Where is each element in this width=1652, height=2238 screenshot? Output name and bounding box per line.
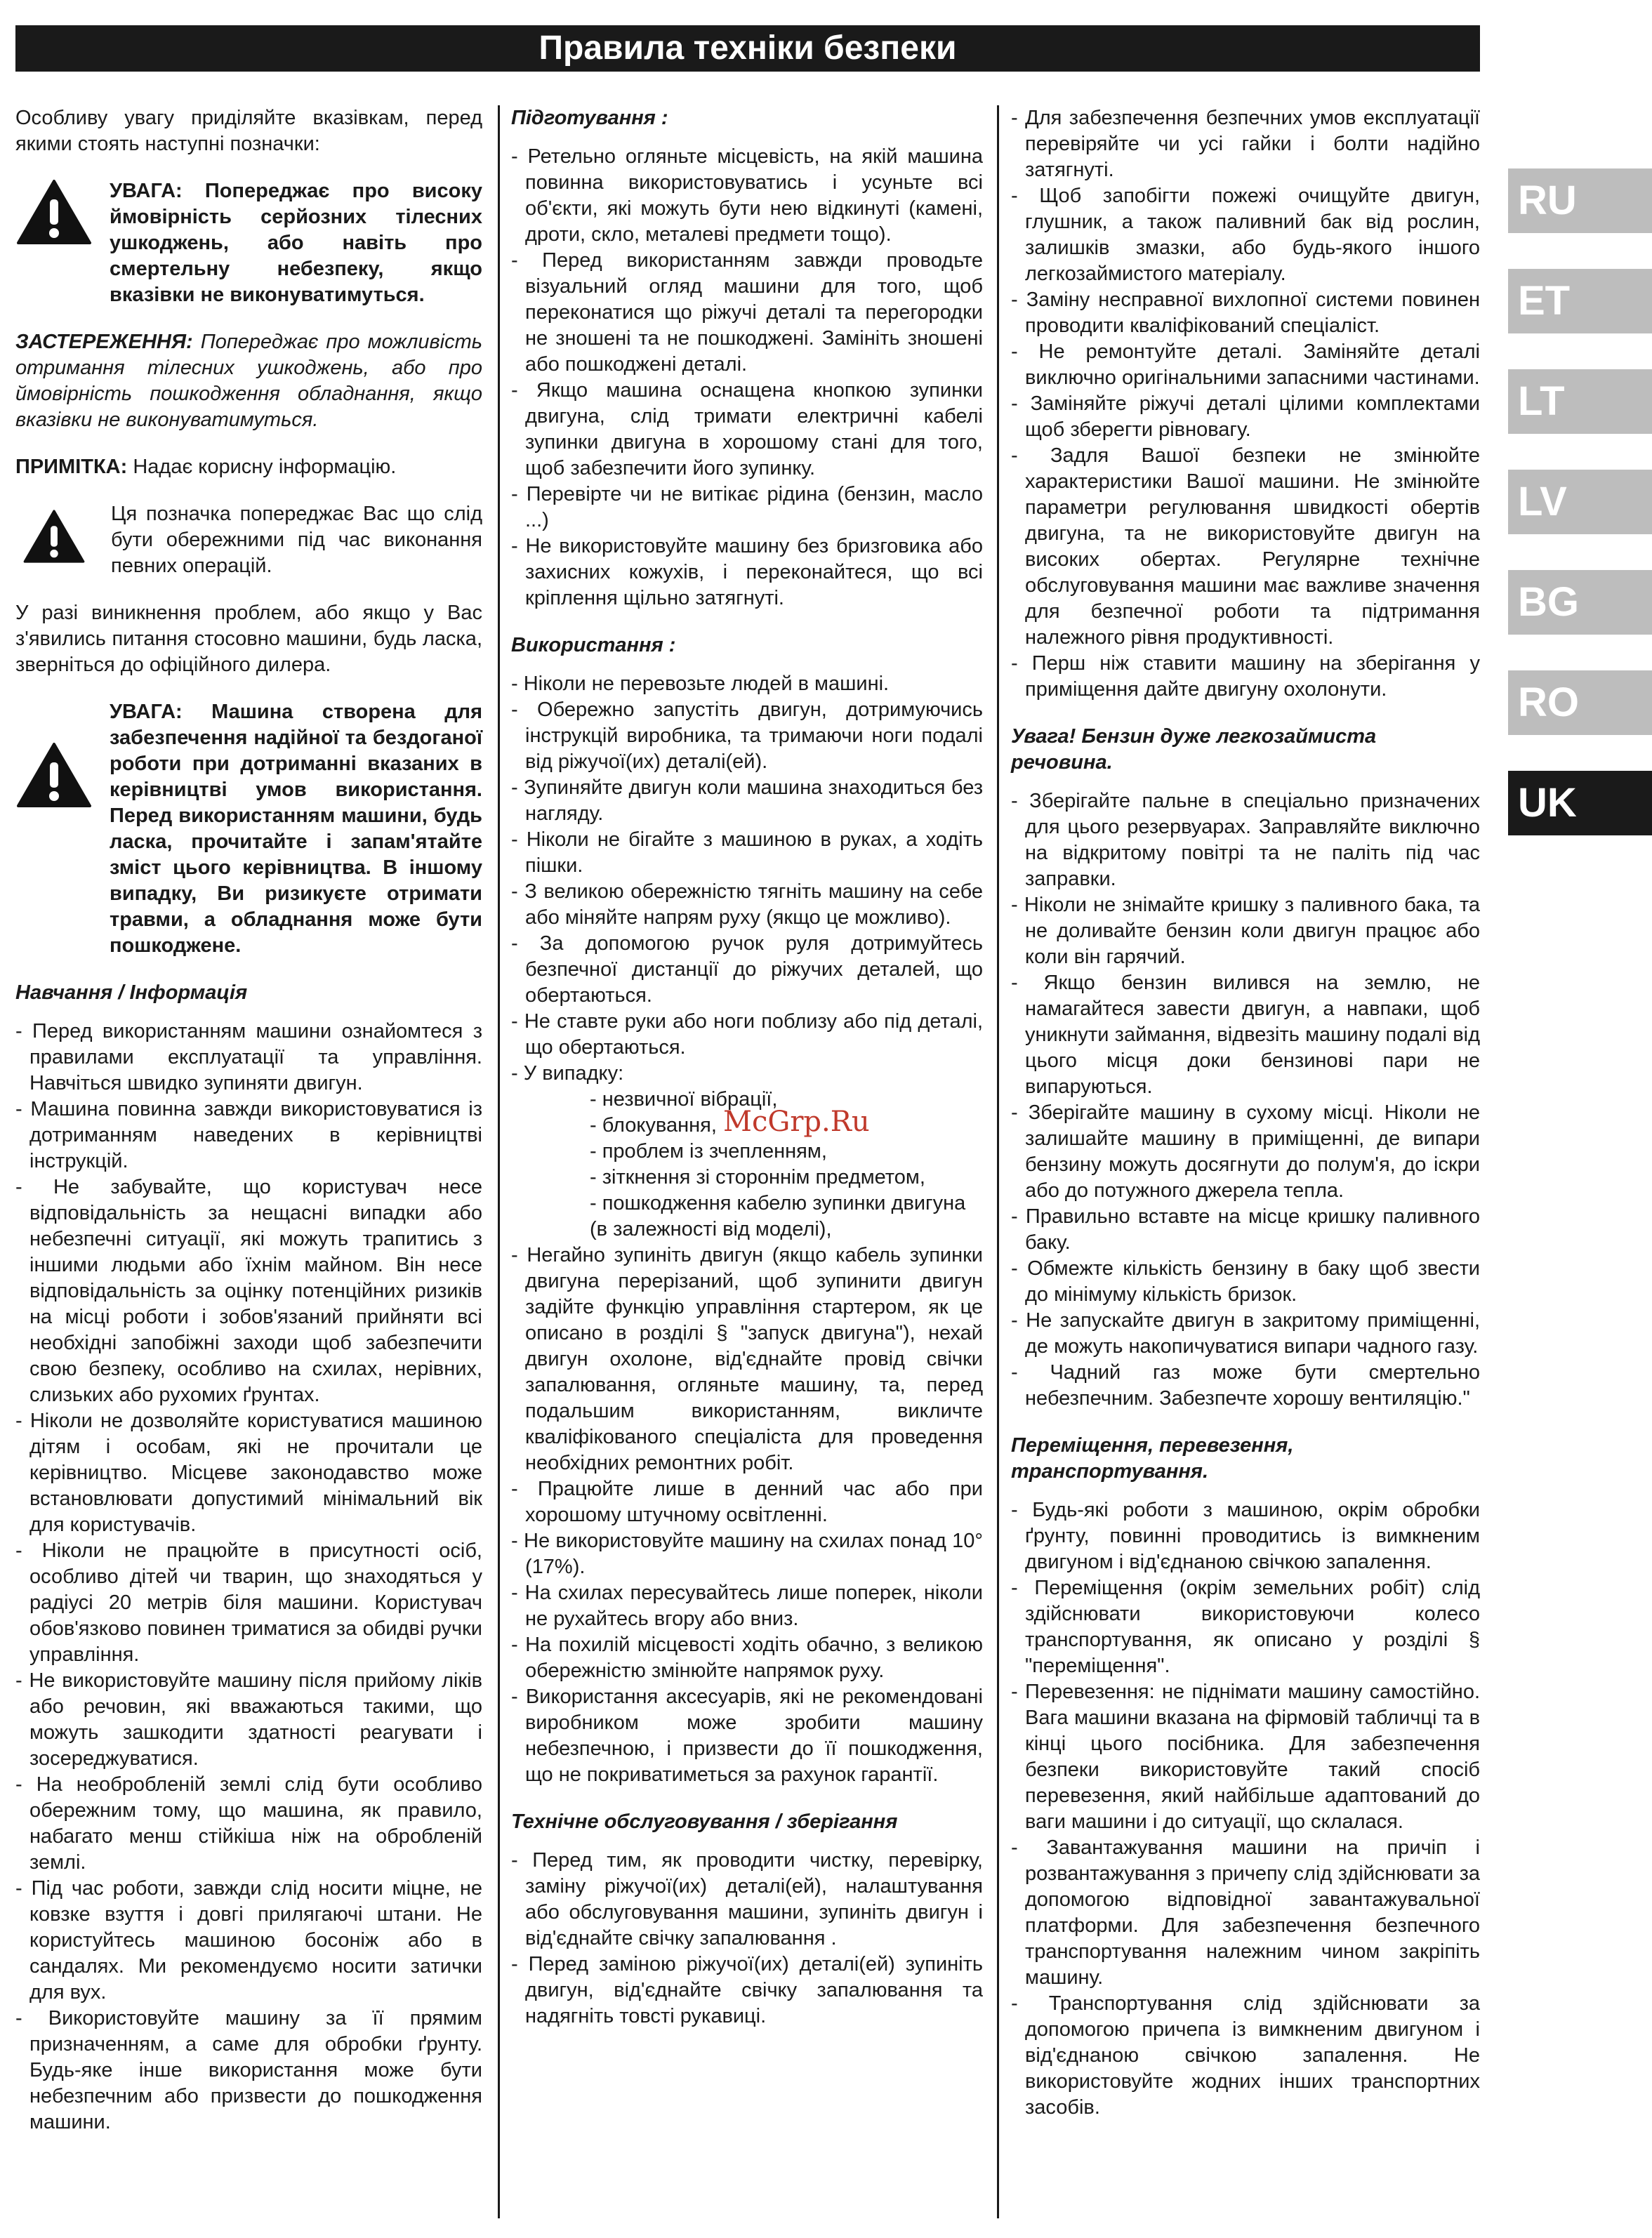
maintenance-item: - Перед тим, як проводити чистку, перевірку, заміну ріжучої(их) деталі(ей), налаштування або обслуговування машини, зупиніть двигун і від'єднайте свічку запалювання . <box>511 1849 983 1949</box>
training-item: - Під час роботи, завжди слід носити міцне, не ковзке взуття і довгі прилягаючі штани. Не користуйтесь машиною босоніж або в сандалях. Ми рекомендуємо носити затички для вух. <box>15 1877 482 2004</box>
language-tabs <box>1508 168 1652 871</box>
watermark: McGrp.Ru <box>723 1106 870 1138</box>
preparation-item: - Перевірте чи не витікає рідина (бензин, масло ...) <box>511 483 983 531</box>
training-item: - Не використовуйте машину після прийому ліків або речовин, які вважаються такими, що можуть зашкодити здатності реагувати і зосереджуватися. <box>15 1669 482 1770</box>
training-item: - Ніколи не дозволяйте користуватися машиною дітям і особам, які не прочитали це керівництво. Місцеве законодавство може встановлювати допустимий мінімальний вік для користувачів. <box>15 1410 482 1536</box>
warning-triangle-icon <box>22 508 86 564</box>
fuel-item: - Ніколи не знімайте кришку з паливного бака, та не доливайте бензин коли двигун працює або коли він гарячий. <box>1011 894 1480 968</box>
language-tab-et[interactable]: ET <box>1508 269 1652 333</box>
preparation-item: - Ретельно огляньте місцевість, на якій машина повинна використовуватись і усуньте всі об'єкти, які можуть бути нею відкинуті (камені, дроти, скло, металеві предмети тощо). <box>511 145 983 246</box>
maintenance-item: - Не ремонтуйте деталі. Заміняйте деталі виключно оригінальними запасними частинами. <box>1011 340 1480 389</box>
training-heading: Навчання / Інформація <box>15 981 248 1004</box>
use-item: - Працюйте лише в денний час або при хорошому штучному освітленні. <box>511 1478 983 1526</box>
caution-paragraph <box>15 329 482 433</box>
language-tab-ru[interactable]: RU <box>1508 168 1652 233</box>
problems-text: У разі виникнення проблем, або якщо у Вас з'явились питання стосовно машини, будь ласка, зверніться до офіційного дилера. <box>15 602 482 676</box>
transport-heading: Переміщення, перевезення, транспортування. <box>1011 1434 1294 1483</box>
language-tab-lt[interactable]: LT <box>1508 369 1652 434</box>
sign-text: Ця позначка попереджає Вас що слід бути обережними під час виконання певних операцій. <box>111 503 482 577</box>
preparation-item: - Якщо машина оснащена кнопкою зупинки двигуна, слід тримати електричні кабелі зупинки двигуна в хорошому стані для того, щоб забезпечити його зупинку. <box>511 379 983 479</box>
column-1 <box>15 105 482 2136</box>
case-item: - незвичної вібрації, <box>590 1088 778 1111</box>
warning-text-2: УВАГА: Машина створена для забезпечення надійної та бездоганої роботи при дотриманні вказаних в керівництві умов використання. Перед використанням машини, будь ласка, прочитайте і запам'ятайте зміст цього керівництва. В іншому випадку, Ви ризикуєте отримати травми, а обладнання може бути пошкоджене. <box>110 701 482 957</box>
maintenance-item: - Заміну несправної вихлопної системи повинен проводити кваліфікований спеціаліст. <box>1011 289 1480 337</box>
warning-text-1: УВАГА: Попереджає про високу ймовірність серйозних тілесних ушкоджень, або навіть про смертельну небезпеку, якщо вказівки не виконуватимуться. <box>110 180 482 306</box>
use-item: - Негайно зупиніть двигун (якщо кабель зупинки двигуна перерізаний, щоб зупинити двигун задійте функцію управління стартером, як це описано в розділі § "запуск двигуна"), нехай двигун охолоне, від'єднайте провід свічки запалювання, огляньте машину, та, перед подальшим використанням, викличте кваліфікованого спеціаліста для проведення необхідних ремонтних робіт. <box>511 1244 983 1474</box>
note-paragraph <box>15 454 482 480</box>
use-item: - Не використовуйте машину на схилах понад 10° (17%). <box>511 1530 983 1578</box>
fuel-item: - Не запускайте двигун в закритому приміщенні, де можуть накопичуватися випари чадного газу. <box>1011 1309 1480 1358</box>
use-item: - Обережно запустіть двигун, дотримуючись інструкцій виробника, та тримаючи ноги подалі від ріжучої(их) деталі(ей). <box>511 698 983 773</box>
transport-item: - Переміщення (окрім земельних робіт) слід здійснювати використовуючи колесо транспортування, як описано у розділі § "переміщення". <box>1011 1577 1480 1677</box>
preparation-item: - Перед використанням завжди проводьте візуальний огляд машини для того, щоб переконатися що ріжучі деталі та перегородки не зношені та не пошкоджені. Замініть зношені або пошкоджені деталі. <box>511 249 983 376</box>
use-item: - Ніколи не бігайте з машиною в руках, а ходіть пішки. <box>511 828 983 877</box>
warning-triangle-icon <box>15 178 93 246</box>
maintenance-item: - Перш ніж ставити машину на зберігання у приміщення дайте двигуну охолонути. <box>1011 652 1480 701</box>
preparation-heading: Підготування : <box>511 107 668 129</box>
caution-text: Попереджає про можливість отримання тілесних ушкоджень, або про ймовірність пошкодження обладнання, якщо вказівки не виконуватимуться. <box>15 331 482 431</box>
training-item: - Перед використанням машини ознайомтеся з правилами експлуатації та управління. Навчіться швидко зупиняти двигун. <box>15 1020 482 1094</box>
use-item: - На похилій місцевості ходіть обачно, з великою обережністю змінюйте напрямок руху. <box>511 1634 983 1682</box>
language-tab-bg[interactable]: BG <box>1508 570 1652 635</box>
maintenance-item: - Для забезпечення безпечних умов експлуатації перевіряйте чи усі гайки і болти надійно затягнуті. <box>1011 107 1480 181</box>
maintenance-heading: Технічне обслуговування / зберігання <box>511 1810 898 1833</box>
fuel-heading: Увага! Бензин дуже легкозаймиста речовина. <box>1011 725 1377 774</box>
column-divider-1 <box>498 105 500 2218</box>
case-item: - зіткнення зі стороннім предметом, <box>590 1166 925 1188</box>
language-tab-lv[interactable]: LV <box>1508 470 1652 534</box>
use-item: - На схилах пересувайтесь лише поперек, ніколи не рухайтесь вгору або вниз. <box>511 1582 983 1630</box>
training-item: - Не забувайте, що користувач несе відповідальність за нещасні випадки або небезпечні ситуації, які можуть трапитись з іншими людьми або їхнім майном. Він несе відповідальність за оцінку потенційних ризиків на місці роботи і зобов'язаний прийняти всі необхідні запобіжні заходи щоб забезпечити свою безпеку, особливо на схилах, нерівних, слизьких або рухомих ґрунтах. <box>15 1176 482 1406</box>
use-item: - Зупиняйте двигун коли машина знаходиться без нагляду. <box>511 776 983 825</box>
use-item: - У випадку: <box>511 1062 624 1085</box>
case-item: - проблем із зчепленням, <box>590 1140 827 1163</box>
training-item: - На необробленій землі слід бути особливо обережним тому, що машина, як правило, набагато менш стійкіша ніж на обробленій землі. <box>15 1773 482 1874</box>
fuel-item: - Якщо бензин вилився на землю, не намагайтеся завести двигун, а навпаки, щоб уникнути займання, відвезіть машину подалі від цього місця доки бензинові пари не випаруються. <box>1011 972 1480 1098</box>
training-item: - Ніколи не працюйте в присутності осіб, особливо дітей чи тварин, що знаходяться у радіусі 20 метрів біля машини. Користувач обов'язково повинен триматися за обидві ручки управління. <box>15 1540 482 1666</box>
column-divider-2 <box>997 105 999 2218</box>
transport-item: - Будь-які роботи з машиною, окрім обробки ґрунту, повинні проводитись із вимкненим двигуном і від'єднаною свічкою запалення. <box>1011 1499 1480 1573</box>
warning-block-1 <box>15 178 482 308</box>
use-heading: Використання : <box>511 634 676 656</box>
caution-label: ЗАСТЕРЕЖЕННЯ: <box>15 331 193 353</box>
fuel-item: - Чадний газ може бути смертельно небезпечним. Забезпечте хорошу вентиляцію." <box>1011 1361 1480 1410</box>
language-tab-ro[interactable]: RO <box>1508 670 1652 735</box>
fuel-item: - Зберігайте машину в сухому місці. Ніколи не залишайте машину в приміщенні, де випари бензину можуть досягнути до полум'я, до іскри або до потужного джерела тепла. <box>1011 1101 1480 1202</box>
warning-block-2 <box>15 699 482 959</box>
intro-text: Особливу увагу приділяйте вказівкам, перед якими стоять наступні позначки: <box>15 107 482 155</box>
maintenance-item: - Задля Вашої безпеки не змінюйте характеристики Вашої машини. Не змінюйте параметри регулювання швидкості обертів двигуна, та не використовуйте двигун на високих обертах. Регулярне технічне обслуговування машини має важливе значення для безпечної роботи та підтримання належного рівня продуктивності. <box>1011 444 1480 649</box>
use-item: - Ніколи не перевозьте людей в машині. <box>511 673 890 695</box>
column-2 <box>511 105 983 2030</box>
transport-item: - Перевезення: не піднімати машину самостійно. Вага машини вказана на фірмовій табличці та в кінці цього посібника. Для забезпечення безпеки використовуйте такий спосіб перевезення, який найбільше адаптований до ваги машини і до ситуації, що склалася. <box>1011 1681 1480 1833</box>
use-item: - Використання аксесуарів, які не рекомендовані виробником може зробити машину небезпечною, і призвести до її пошкодження, що не покриватиметься за рахунок гарантії. <box>511 1686 983 1786</box>
preparation-item: - Не використовуйте машину без бризговика або захисних кожухів, і переконайтеся, що всі кріплення щільно затягнуті. <box>511 535 983 609</box>
warning-triangle-icon <box>15 741 93 809</box>
note-label: ПРИМІТКА: <box>15 456 128 478</box>
use-item: - З великою обережністю тягніть машину на себе або міняйте напрям руху (якщо це можливо). <box>511 880 983 929</box>
use-item: - За допомогою ручок руля дотримуйтесь безпечної дистанції до ріжучих деталей, що обертаються. <box>511 932 983 1007</box>
transport-item: - Транспортування слід здійснювати за допомогою причепа із вимкненим двигуном і від'єднаною свічкою запалення. Не використовуйте жодних інших транспортних засобів. <box>1011 1992 1480 2119</box>
use-item: - Не ставте руки або ноги поблизу або під деталі, що обертаються. <box>511 1010 983 1059</box>
fuel-item: - Обмежте кількість бензину в баку щоб звести до мінімуму кількість бризок. <box>1011 1257 1480 1306</box>
maintenance-item: - Перед заміною ріжучої(их) деталі(ей) зупиніть двигун, від'єднайте свічку запалювання та надягніть товсті рукавиці. <box>511 1953 983 2027</box>
case-item: - пошкодження кабелю зупинки двигуна (в залежності від моделі), <box>590 1192 966 1240</box>
note-text: Надає корисну інформацію. <box>133 456 397 478</box>
column-3 <box>1011 105 1480 2121</box>
maintenance-item: - Заміняйте ріжучі деталі цілими комплектами щоб зберегти рівновагу. <box>1011 392 1480 441</box>
fuel-item: - Зберігайте пальне в спеціально призначених для цього резервуарах. Заправляйте виключно на відкритому повітрі та не паліть під час заправки. <box>1011 790 1480 890</box>
sign-block <box>15 501 482 579</box>
page-title: Правила техніки безпеки <box>15 25 1480 72</box>
training-item: - Машина повинна завжди використовуватися із дотриманням наведених в керівництві інструкцій. <box>15 1098 482 1172</box>
language-tab-uk[interactable]: UK <box>1508 771 1652 835</box>
case-item: - блокування, <box>590 1114 717 1137</box>
fuel-item: - Правильно вставте на місце кришку паливного баку. <box>1011 1205 1480 1254</box>
maintenance-item: - Щоб запобігти пожежі очищуйте двигун, глушник, а також паливний бак від рослин, залишків змазки, або будь-якого іншого легкозаймистого матеріалу. <box>1011 185 1480 285</box>
transport-item: - Завантажування машини на причіп і розвантажування з причепу слід здійснювати за допомогою відповідної завантажувальної платформи. Для забезпечення безпечного транспортування належним чином закріпіть машину. <box>1011 1836 1480 1989</box>
training-item: - Використовуйте машину за її прямим призначенням, а саме для обробки ґрунту. Будь-яке інше використання може бути небезпечним або призвести до пошкодження машини. <box>15 2007 482 2133</box>
